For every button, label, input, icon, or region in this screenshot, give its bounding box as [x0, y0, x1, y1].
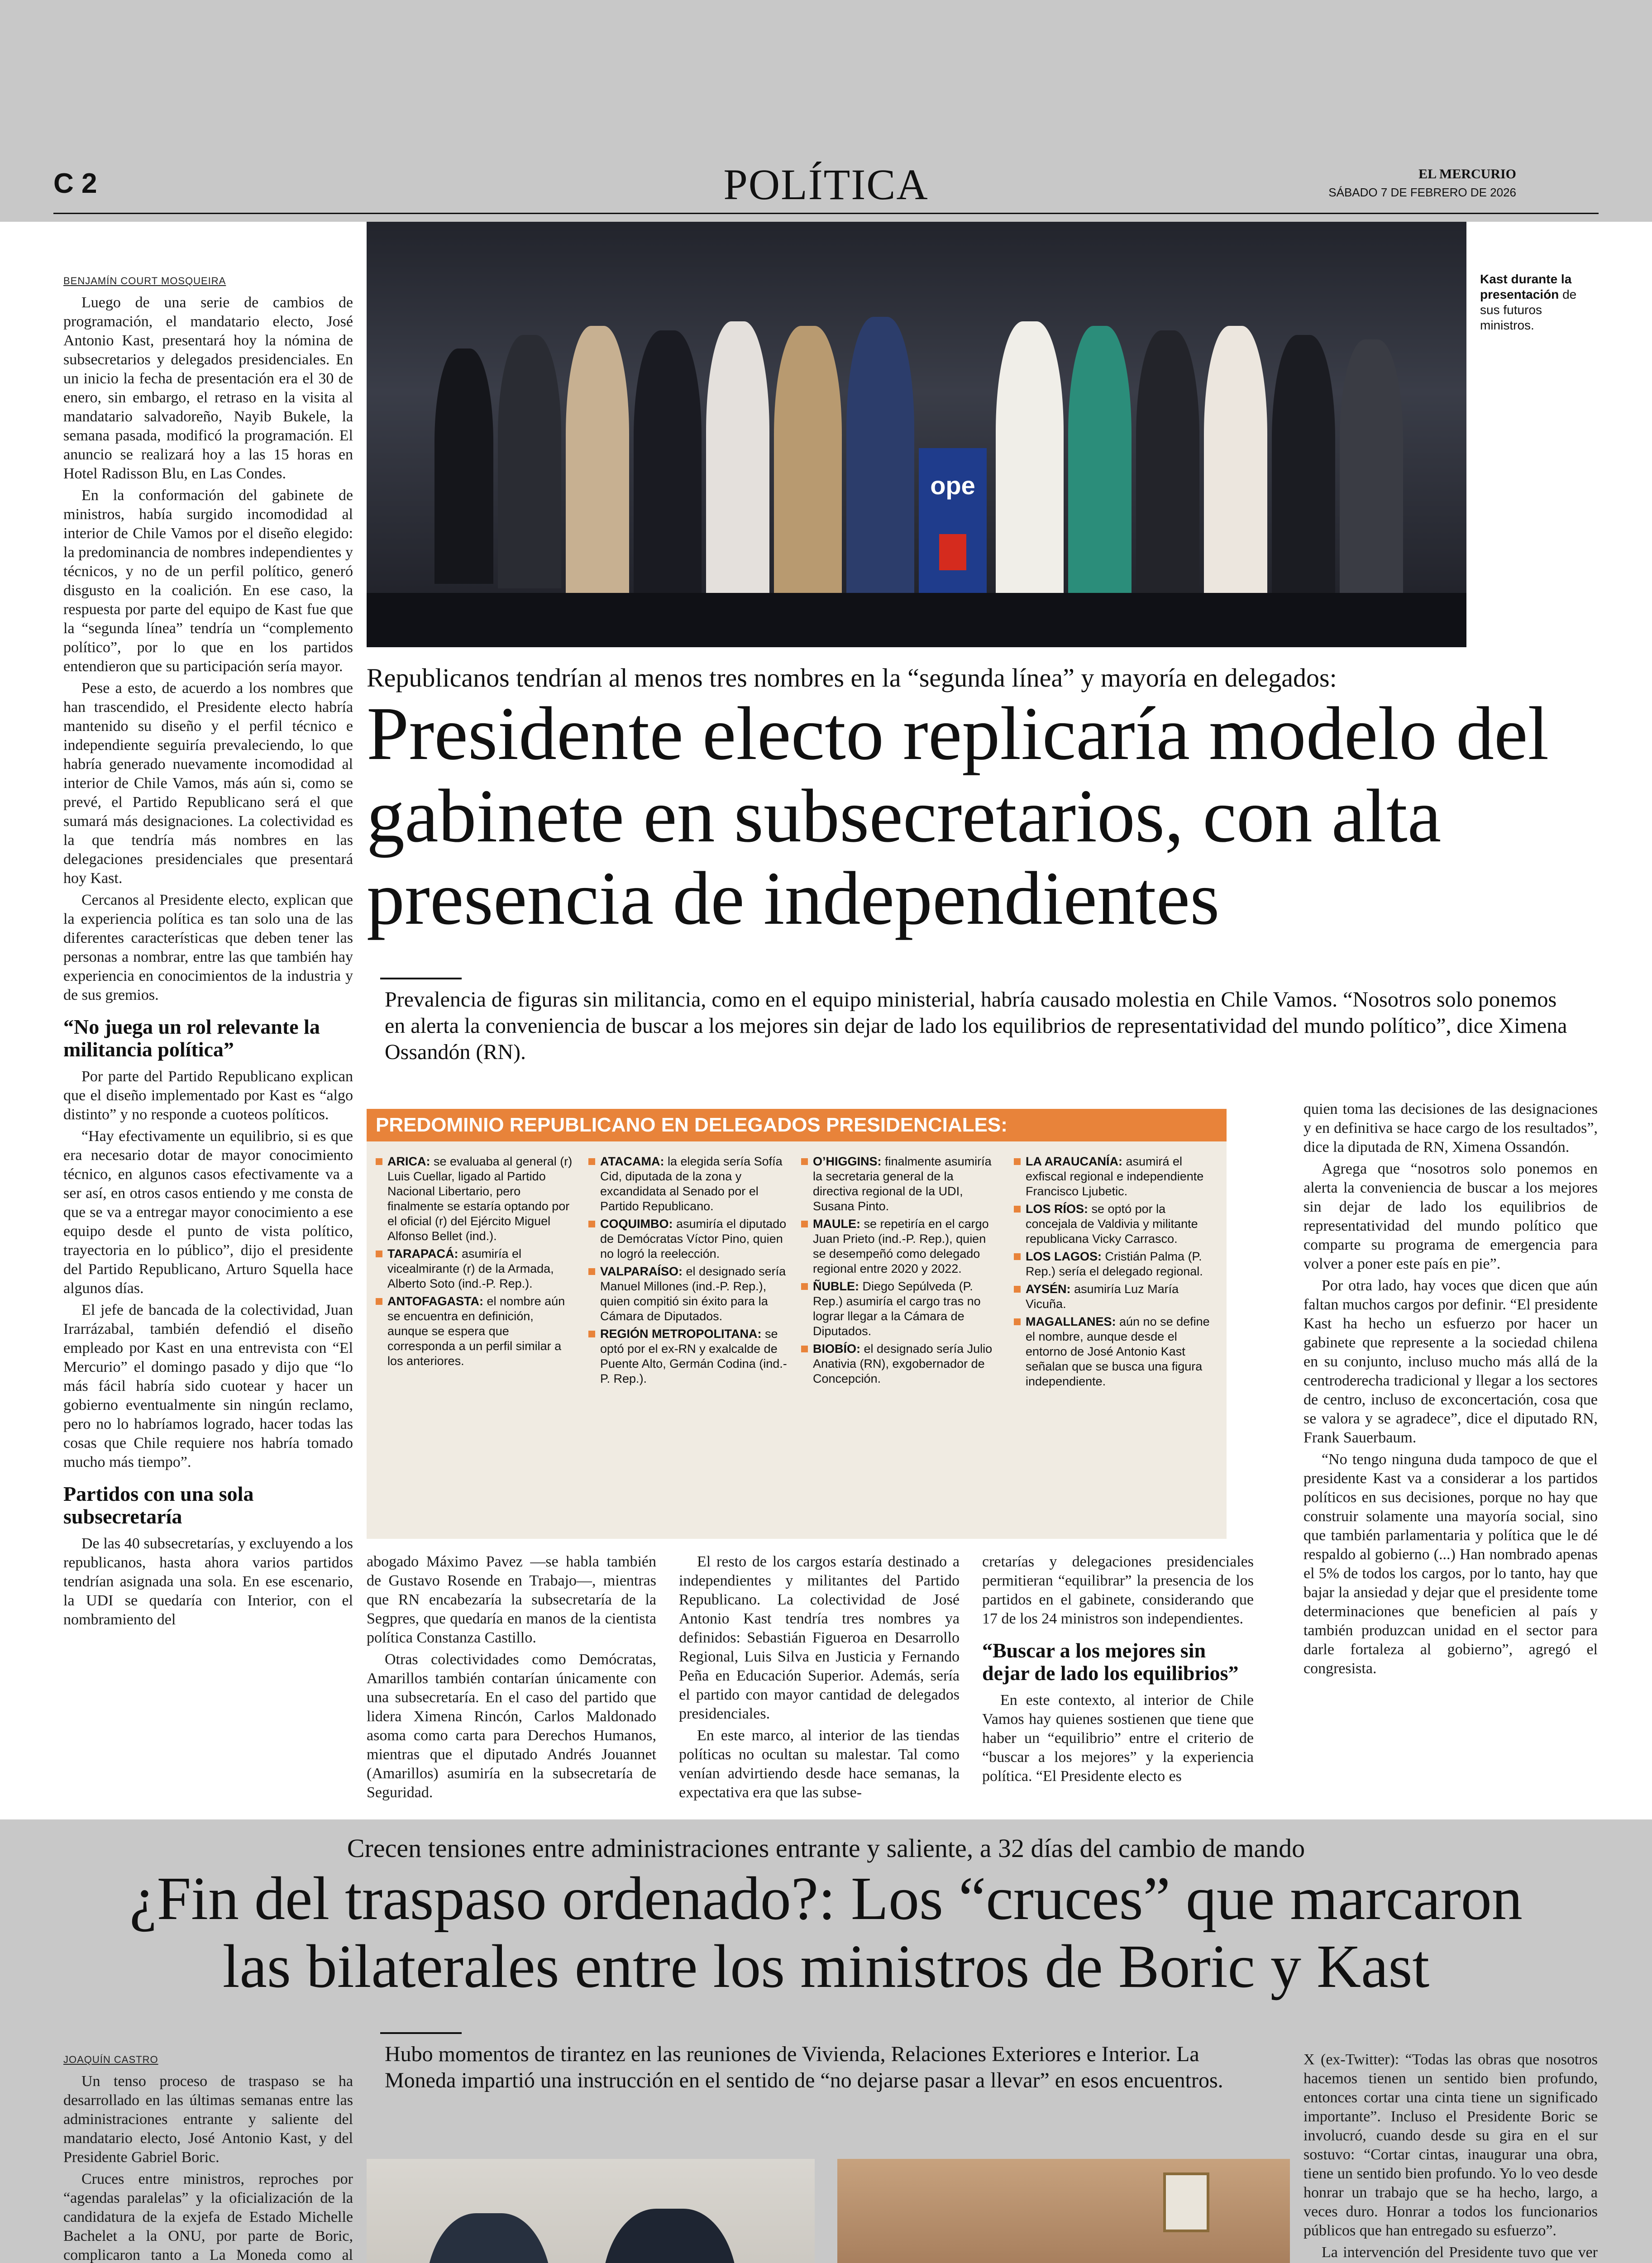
region-name: COQUIMBO:: [600, 1217, 673, 1231]
region-text: asumiría el vicealmirante (r) de la Armada, Alberto Soto (ind.-P. Rep.).: [387, 1247, 554, 1290]
deck: Hubo momentos de tirantez en las reuniones de Vivienda, Relaciones Exteriores e Interior. La Moneda impartió una instrucción en el sentido de “no dejarse pasar a llevar” en esos encuentros.: [385, 2042, 1223, 2092]
region-item: [588, 1327, 788, 1386]
region-name: O’HIGGINS:: [813, 1155, 882, 1168]
infobox-col: [376, 1154, 575, 1371]
region-item: [588, 1154, 788, 1214]
paragraph: Otras colectividades como Demócratas, Amarillos también contarían únicamente con una subsecretaría. En el caso del partido que lidera Ximena Rincón, Carlos Maldonado asoma como carta para Derechos Humanos, mientras que el diputado Andrés Jouannet (Amarillos) asumiría en la subsecretaría de Seguridad.: [367, 1651, 656, 1801]
region-name: LOS RÍOS:: [1026, 1202, 1089, 1216]
paragraph: “Hay efectivamente un equilibrio, si es que era necesario dotar de mayor conocimiento técnico, en algunos casos efectivamente va a ser así, en otros casos entiendo y me consta de que se va a entregar mayor conocimiento a ese equipo desde el punto de vista político, trayectoria en lo público”, dijo el presidente del Partido Republicano, Arturo Squella hace algunos días.: [63, 1128, 353, 1297]
person: [846, 317, 914, 597]
subhead: “No juega un rol relevante la militancia política”: [63, 1015, 320, 1061]
paragraph: Pese a esto, de acuerdo a los nombres que han trascendido, el Presidente electo habría mantenido su diseño y el perfil técnico e independiente seguiría prevaleciendo, lo que habría generado nuevamente incomodidad al interior de Chile Vamos, más aún si, como se prevé, el Partido Republicano será el que sumará más designaciones. La colectividad es la que tendría más nombres en las delegaciones presidenciales que presentará hoy Kast.: [63, 680, 353, 887]
article2-col1: [63, 2050, 353, 2263]
region-item: [801, 1279, 1000, 1339]
paragraph: La intervención del Presidente tuvo que ver: [1322, 2244, 1598, 2261]
infobox-col: [801, 1154, 1000, 1389]
person: [996, 321, 1064, 597]
stage-floor: [367, 593, 1466, 647]
region-text: asumiría Luz María Vicuña.: [1026, 1282, 1179, 1311]
region-item: [588, 1217, 788, 1261]
section-title: POLÍTICA: [723, 160, 929, 209]
paragraph: Cruces entre ministros, reproches por “agendas paralelas” y la oficialización de la candidatura de la exjefa de Estado Michelle Bachelet a la ONU, por parte de Boric, complicaron tanto a La Moneda como al: [63, 2171, 353, 2263]
region-text: se evaluaba al general (r) Luis Cuellar, ligado al Partido Nacional Libertario, pero finalmente se estaría optando por el oficial (r) del Ejército Miguel Alfonso Bellet (ind.).: [387, 1155, 573, 1243]
paragraph: abogado Máximo Pavez —se habla también de Gustavo Rosende en Trabajo—, mientras que RN encabezaría la subsecretaría de la Segpres, que quedaría en manos de la cientista política Constanza Castillo.: [367, 1553, 656, 1646]
article1-col3: [679, 1552, 960, 1806]
paragraph: “No tengo ninguna duda tampoco de que el presidente Kast va a considerar a los partidos políticos en sus decisiones, porque no hay que construir solamente una mayoría social, sino que también parlamentaria y política que le dé respaldo al gobierno (...) Han nombrado apenas el 5% de todos los cargos, por lo tanto, hay que bajar la ansiedad y dejar que el presidente tome determinaciones que beneficien al país y también produzcan unidad en el sector para darle fortaleza al gobierno”, agregó el congresista.: [1303, 1451, 1598, 1677]
paragraph: El jefe de bancada de la colectividad, Juan Irarrázabal, también defendió el diseño empleado por Kast en una entrevista con “El Mercurio” el domingo pasado y dijo que “lo más fácil habría sido cuotear y hacer un gobierno eventualmente sin ningún reclamo, pero no lo habríamos logrado, hacer todas las cosas que Chile requiere nos habría tomado mucho más tiempo”.: [63, 1302, 353, 1470]
region-name: TARAPACÁ:: [387, 1247, 458, 1260]
article1-col4: [982, 1552, 1254, 1806]
paragraph: El resto de los cargos estaría destinado a independientes y militantes del Partido Republicano. La colectividad de José Antonio Kast tendría tres nombres ya definidos: Sebastián Figueroa en Desarrollo Regional, Luis Silva en Justicia y Fernando Peña en Educación Superior. Además, sería el partido con mayor cantidad de delegados presidenciales.: [679, 1553, 960, 1722]
region-name: ARICA:: [387, 1155, 430, 1168]
paragraph: quien toma las decisiones de las designaciones y en definitiva se hace cargo de los resultados”, dice la diputada de RN, Ximena Ossandón.: [1303, 1101, 1598, 1155]
person: [706, 321, 769, 597]
region-text: asumiría el diputado de Demócratas Víctor Pino, quien no logró la reelección.: [600, 1217, 787, 1260]
region-text: Cristián Palma (P. Rep.) sería el delegado regional.: [1026, 1250, 1203, 1278]
paragraph: En este contexto, al interior de Chile Vamos hay quienes sostienen que tiene que haber un “equilibrio” entre el criterio de “buscar a los mejores” y la experiencia política. “El Presidente electo es: [982, 1692, 1254, 1785]
region-text: finalmente asumiría la secretaria general de la directiva regional de la UDI, Susana Pinto.: [813, 1155, 992, 1213]
kicker: Republicanos tendrían al menos tres nombres en la “segunda línea” y mayoría en delegados:: [367, 663, 1337, 692]
infobox-title: PREDOMINIO REPUBLICANO EN DELEGADOS PRESIDENCIALES:: [367, 1109, 1227, 1141]
region-text: se optó por el ex-RN y exalcalde de Puente Alto, Germán Codina (ind.-P. Rep.).: [600, 1327, 787, 1385]
paragraph: En este marco, al interior de las tiendas políticas no ocultan su malestar. Tal como venían advirtiendo desde hace semanas, la expectativa era que las subse-: [679, 1727, 960, 1801]
region-name: VALPARAÍSO:: [600, 1265, 683, 1278]
paragraph: Un tenso proceso de traspaso se ha desarrollado en las últimas semanas entre las administraciones entrante y saliente del mandatario electo, José Antonio Kast, y del Presidente Gabriel Boric.: [63, 2073, 353, 2166]
region-text: se optó por la concejala de Valdivia y militante republicana Vicky Carrasco.: [1026, 1202, 1198, 1246]
region-name: ÑUBLE:: [813, 1280, 859, 1293]
deck: Prevalencia de figuras sin militancia, como en el equipo ministerial, habría causado molestia en Chile Vamos. “Nosotros solo ponemos en alerta la conveniencia de buscar a los mejores sin dejar de lado los equilibrios de representatividad del mundo político”, dice Ximena Ossandón (RN).: [385, 988, 1567, 1064]
podium-logo: ope: [930, 471, 975, 500]
infobox-col: [588, 1154, 788, 1389]
region-item: [1014, 1202, 1218, 1246]
region-name: ANTOFAGASTA:: [387, 1294, 483, 1308]
headline-rule: [380, 978, 462, 979]
article-1: [0, 222, 1652, 1819]
region-text: el designado sería Manuel Millones (ind.-P. Rep.), quien compitió sin éxito para la Cámara de Diputados.: [600, 1265, 786, 1323]
photo-interior: [367, 2159, 815, 2263]
article1-col1: [63, 272, 353, 1810]
newspaper-name: EL MERCURIO: [1418, 167, 1516, 181]
region-item: [376, 1294, 575, 1369]
person: [498, 335, 561, 588]
person: [1204, 326, 1267, 597]
main-photo: [367, 222, 1466, 647]
article2-col5: [1303, 2050, 1598, 2263]
paragraph: En la conformación del gabinete de ministros, había surgido incomodidad al interior de Chile Vamos por el diseño elegido: la predominancia de nombres independientes y técnicos, y no de un perfil político, generó disgusto en la coalición. En ese caso, la respuesta por parte del equipo de Kast fue que la “segunda línea” tendría un “complemento político”, por lo que en los partidos entendieron que su participación sería mayor.: [63, 487, 353, 675]
person: [1136, 330, 1199, 597]
region-name: LA ARAUCANÍA:: [1026, 1155, 1122, 1168]
region-item: [588, 1264, 788, 1324]
caption-bold: Kast durante la presentación: [1480, 272, 1572, 301]
region-item: [1014, 1249, 1218, 1279]
paragraph: De las 40 subsecretarías, y excluyendo a los republicanos, hasta ahora varios partidos tendrían asignada una sola. En ese escenario, la UDI se quedaría con Interior, con el nombramiento del: [63, 1535, 353, 1628]
person: [566, 326, 629, 597]
region-name: REGIÓN METROPOLITANA:: [600, 1327, 762, 1341]
region-item: [376, 1154, 575, 1244]
paragraph: cretarías y delegaciones presidenciales permitieran “equilibrar” la presencia de los partidos en el gabinete, considerando que 17 de los 24 ministros son independientes.: [982, 1553, 1254, 1627]
person: [602, 2209, 738, 2263]
region-text: se repetiría en el cargo Juan Prieto (ind.-P. Rep.), quien se desempeñó como delegado regional entre 2020 y 2022.: [813, 1217, 989, 1275]
region-text: Diego Sepúlveda (P. Rep.) asumiría el cargo tras no lograr llegar a la Cámara de Diputados.: [813, 1280, 981, 1338]
region-text: asumirá el exfiscal regional e independiente Francisco Ljubetic.: [1026, 1155, 1204, 1198]
infobox: [367, 1109, 1227, 1539]
region-item: [376, 1246, 575, 1291]
kicker: Crecen tensiones entre administraciones entrante y saliente, a 32 días del cambio de mando: [347, 1833, 1305, 1863]
region-text: aún no se define el nombre, aunque desde el entorno de José Antonio Kast señalan que se busca una figura independiente.: [1026, 1315, 1210, 1388]
region-name: ATACAMA:: [600, 1155, 664, 1168]
person: [434, 349, 493, 584]
paragraph: Cercanos al Presidente electo, explican que la experiencia política es tan solo una de las diferentes características que deben tener las personas a nombrar, entre las que también hay experiencia en conocimientos de la industria y de sus gremios.: [63, 892, 353, 1003]
region-name: AYSÉN:: [1026, 1282, 1071, 1296]
headline-line: las bilaterales entre los ministros de Boric y Kast: [222, 1933, 1430, 2000]
person: [634, 330, 702, 597]
wall-portrait: [1163, 2172, 1209, 2232]
region-item: [801, 1154, 1000, 1214]
person: [1340, 339, 1403, 593]
deck-rule: [380, 2032, 462, 2034]
photo-caption: [1480, 272, 1598, 333]
person: [774, 326, 842, 597]
region-name: BIOBÍO:: [813, 1342, 860, 1356]
region-item: [1014, 1282, 1218, 1312]
header-date: SÁBADO 7 DE FEBRERO DE 2026: [1328, 186, 1516, 199]
region-item: [801, 1217, 1000, 1276]
subhead: Partidos con una sola subsecretaría: [63, 1482, 254, 1528]
photo-vivienda: [837, 2159, 1290, 2263]
headline: Presidente electo replicaría modelo del gabinete en subsecretarios, con alta presencia de independientes: [367, 692, 1549, 941]
caption-text: de sus futuros ministros.: [1480, 287, 1577, 332]
region-item: [1014, 1314, 1218, 1389]
header-rule: [53, 213, 1599, 214]
byline: JOAQUÍN CASTRO: [63, 2054, 158, 2065]
person: [425, 2213, 552, 2263]
podium: [919, 448, 987, 602]
flag-icon: [939, 534, 966, 570]
paragraph: Luego de una serie de cambios de programación, el mandatario electo, José Antonio Kast, presentará hoy la nómina de subsecretarios y delegados presidenciales. En un inicio la fecha de presentación era el 30 de enero, sin embargo, el retraso en la visita al mandatario salvadoreño, Nayib Bukele, la semana pasada, modificó la programación. El anuncio se realizará hoy a las 15 horas en Hotel Radisson Blu, en Las Condes.: [63, 294, 353, 482]
infobox-col: [1014, 1154, 1218, 1392]
article-2: [0, 1819, 1652, 2263]
person: [1068, 326, 1132, 597]
region-text: la elegida sería Sofía Cid, diputada de la zona y excandidata al Senado por el Partido Republicano.: [600, 1155, 783, 1213]
page-number: C 2: [53, 168, 97, 199]
region-name: LOS LAGOS:: [1026, 1250, 1102, 1263]
person: [1272, 335, 1335, 597]
paragraph: X (ex-Twitter): “Todas las obras que nosotros hacemos tienen un sentido bien profundo, entonces cortar una cinta tiene un significado importante”. Incluso el Presidente Boric se involucró, cuando desde su gira en el sur sostuvo: “Cortar cintas, inaugurar una obra, tiene un sentido bien profundo. Yo lo veo desde honrar un trabajo que se ha hecho, largo, a veces duro. Honrar a todos los funcionarios públicos que han entregado su esfuerzo”.: [1303, 2051, 1598, 2239]
region-name: MAULE:: [813, 1217, 860, 1231]
page-header: [0, 149, 1652, 222]
region-text: el designado sería Julio Anativia (RN), exgobernador de Concepción.: [813, 1342, 993, 1385]
region-text: el nombre aún se encuentra en definición, aunque se espera que corresponda a un perfil similar a los anteriores.: [387, 1294, 565, 1368]
headline-line: ¿Fin del traspaso ordenado?: Los “cruces” que marcaron: [129, 1865, 1523, 1933]
paragraph: Por otra lado, hay voces que dicen que aún faltan muchos cargos por definir. “El presidente Kast ha hecho un esfuerzo por hacer un gabinete que represente a la sociedad chilena en su conjunto, incluso mucho más allá de la centroderecha tradicional y llegar a los sectores de centro, incluso de exconcertación, cosa que se valora y se agradece”, dice el diputado RN, Frank Sauerbaum.: [1303, 1277, 1598, 1446]
region-item: [1014, 1154, 1218, 1199]
article1-col2: [367, 1552, 656, 1806]
paragraph: Por parte del Partido Republicano explican que el diseño implementado por Kast es “algo distinto” y no responde a cuoteos políticos.: [63, 1068, 353, 1123]
subhead: “Buscar a los mejores sin dejar de lado los equilibrios”: [982, 1639, 1239, 1685]
region-name: MAGALLANES:: [1026, 1315, 1116, 1328]
region-item: [801, 1342, 1000, 1386]
byline: BENJAMÍN COURT MOSQUEIRA: [63, 275, 226, 286]
article1-col5: [1303, 1100, 1598, 1806]
paragraph: Agrega que “nosotros solo ponemos en alerta la conveniencia de buscar a los mejores sin dejar de lado los equilibrios de representatividad del mundo político que comparte su programa de emergencia para volver a poner este país en pie”.: [1303, 1160, 1598, 1272]
